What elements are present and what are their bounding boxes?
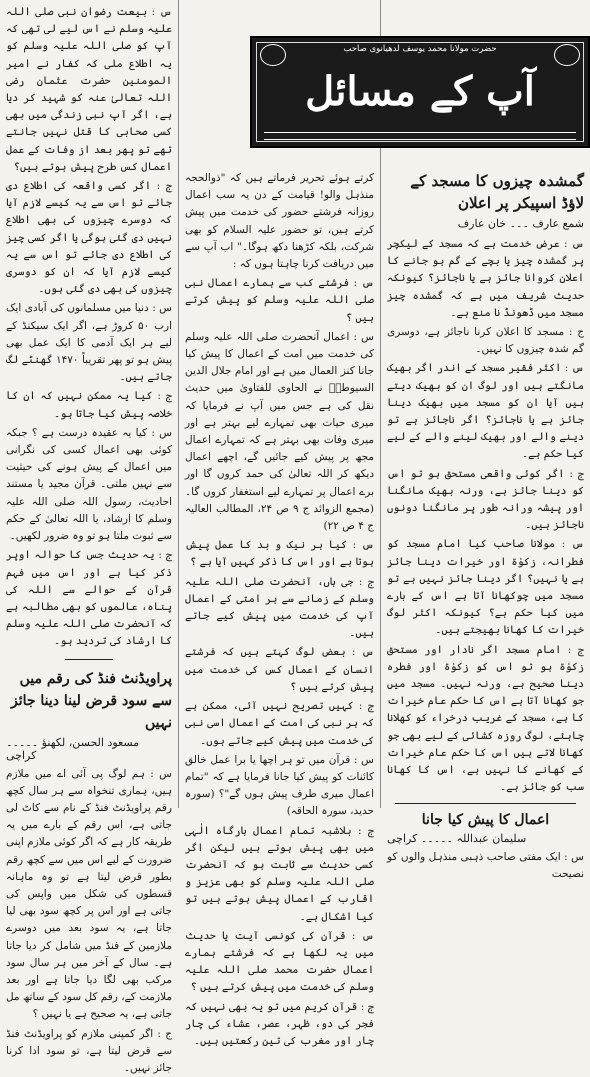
section-byline: سلیمان عبداللہ ۔۔۔۔۔ کراچی xyxy=(387,831,527,845)
qa-paragraph: ج : امام مسجد اگر نادار اور مستحق زکوٰۃ ہو تو اس کو زکوٰۃ اور فطرہ دینا صحیح ہے، ورنہ نہیں۔ مسجد میں جو کھانا آتا ہے اس کا حکم عام خیرات کا ہے، مسجد کے غریب درخراء کو کھلانا چاہئے، لوگ روزہ کشائی کے لیے بھی جو کھانا لاتے ہیں اس کا حکم عام خیرات کے کھانے کا نہیں ہے، اس کا کھانا سب کو جائز ہے۔ xyxy=(387,643,584,794)
section-divider xyxy=(65,659,113,660)
qa-paragraph: س : قرآن کی کونسی آیت یا حدیث میں یہ لکھا ہے کہ فرشتے ہمارے اعمال حضرت محمد صلی اللہ علیہ وسلم کی خدمت میں پیش کرتے ہیں ؟ xyxy=(185,929,374,994)
qa-paragraph: س : کیا یہ عقیدہ درست ہے ؟ جبکہ کوئی بھی اعمال کسی کی نگرانی میں اعمال کے پیش ہونے کی حیثیت سے نہیں ملتی۔ قرآن مجید یا مستند احادیث، رسول اللہ صلی اللہ علیہ وسلم کا ارشاد، یا اللہ تعالیٰ کے حکم سے ثبوت ملتا ہو تو وہ ضرور لکھیں۔ xyxy=(6,426,172,543)
qa-paragraph: س : دنیا میں مسلمانوں کی آبادی ایک ارب ۵۰ کروڑ ہے، اگر ایک سیکنڈ کے لیے ہر ایک آدمی کا ایک عمل بھی پیش ہو تو پھر تقریباً ۱۴۷۰ گھنٹے لگ جاتے ہیں۔ xyxy=(6,302,172,384)
qa-paragraph: س : فرشتے کب سے ہمارے اعمال نبی صلی اللہ علیہ وسلم کو پیش کرتے ہیں ؟ xyxy=(185,277,374,324)
qa-paragraph: ج : اگر کوئی واقعی مستحق ہو تو اس کو دینا جائز ہے، ورنہ بھیک مانگنا اور پیشہ ورانہ طور پر مانگنا دونوں ناجائز ہیں۔ xyxy=(387,467,584,532)
article-headline: گمشدہ چیزوں کا مسجد کے لاؤڈ اسپیکر پر اعلان xyxy=(410,172,584,212)
qa-paragraph: ج : بلاشبہ تمام اعمال بارگاہ الٰہی میں بھی پیش ہوتے ہیں لیکن اگر کسی حدیث سے ثابت ہو کہ آنحضرت صلی اللہ علیہ وسلم کو بھی عزیز و اقارب کے اعمال پیش ہوتے ہیں تو کیا اشکال ہے۔ xyxy=(185,824,374,923)
section-heading: پراویڈنٹ فنڈ کی رقم میں سے سود قرض لینا دینا جائز نہیں xyxy=(11,670,172,731)
masthead-subtitle: حضرت مولانا محمد یوسف لدھیانوی صاحب xyxy=(343,44,497,54)
qa-paragraph: س : عرض خدمت ہے کہ مسجد کے لیکچر پر گمشدہ چیز یا بچے کے گم ہو جانے کا اعلان کروانا جائز ہے یا ناجائز؟ کیونکہ حدیث شریف میں ہے کہ گمشدہ چیز مسجد میں ڈھونڈ نا منع ہے۔ xyxy=(387,238,584,319)
qa-paragraph: ج : جی ہاں، آنحضرت صلی اللہ علیہ وسلم کے زمانے سے ہر امتی کے اعمال آپ کی خدمت میں پیش کیے جاتے ہیں۔ xyxy=(185,575,374,640)
section-divider xyxy=(395,803,576,804)
qa-paragraph: س : ہم لوگ پی آئی اے میں ملازم ہیں، ہماری تنخواہ سے ہر سال کچھ رقم پراویڈنٹ فنڈ کے نام سے کاٹ لی جاتی ہے، اس رقم کے بارے میں یہ طریقہ کار ہے کہ اگر کوئی ملازم اپنی ضرورت کے لیے اس میں سے کچھ رقم بطور قرض لیتا ہے تو وہ ماہانہ قسطوں کی شکل میں واپس کی جاتی ہے اور اس پر کچھ سود بھی لیا جاتا ہے، یہ سود بعد میں دوسرے ملازمین کے فنڈ میں شامل کر دیا جاتا ہے۔ سال کے آخر میں ہر سال سود مرکب بھی لگا دیا جاتا ہے اور بعد ملازمت کے، رقم کل سود کے ساتھ مل جاتی ہے، یہ صحیح ہے یا نہیں ؟ xyxy=(5,767,172,1021)
middle-column xyxy=(178,0,380,1047)
qa-paragraph: ج : یہ حدیث جس کا حوالہ اوپر ذکر کیا ہے اور اس میں فہم قرآن کے حوالے سے اللہ کی پناہ، عالموں کو بھی مطالبہ ہے کہ آنحضرت صلی اللہ علیہ وسلم کا ارشاد کی تردید ہو۔ xyxy=(6,549,172,648)
section-heading: اعمال کا پیش کیا جانا xyxy=(421,811,550,828)
right-column xyxy=(380,0,590,880)
left-column xyxy=(0,0,178,1074)
qa-paragraph: کرتے ہوئے تحریر فرماتے ہیں کہ "ذوالحجہ منذہل والو! قیامت کے دن یہ سب اعمال روزانہ فرشتے حضور کی خدمت میں پیش کرتے ہیں، تو حضور علیہ السلام کو بھی شرکت، بلکہ کڑھنا دکھ ہوگا۔" اب آپ سے میں دریافت کرنا چاہتا ہوں کہ : xyxy=(185,172,374,271)
qa-paragraph: ج : کہیں تصریح نہیں آئی، ممکن ہے کہ ہر نبی کی امت کے اعمال اسی نبی کی خدمت میں پیش کیے جاتے ہوں۔ xyxy=(185,700,374,747)
qa-paragraph: س : اعمال آنحضرت صلی اللہ علیہ وسلم کی خدمت میں امت کے اعمال کا پیش کیا جانا کنز العمال میں ہے اور امام جلال الدین السیوطیؒ نے الحاوی للفتاویٰ میں حدیث نقل کی ہے جس میں آپ نے فرمایا کہ میری حیات بھی تمہارے لیے بہتر ہے اور میری وفات بھی بہتر ہے کہ تمہارے اعمال مجھ پر پیش کیے جائیں گے، اچھے اعمال دیکھ کر اللہ تعالیٰ کی حمد کروں گا اور برے اعمال پر تمہارے لیے استغفار کروں گا۔ (مجمع الزوائد ج ۹ ص ۲۴، المطالب العالیہ ج ۴ ص ۲۲) xyxy=(185,330,374,533)
qa-paragraph: ج : کیا یہ ممکن نہیں کہ ان کا خلاصہ پیش کیا جاتا ہو۔ xyxy=(6,390,172,420)
qa-paragraph: س : مولانا صاحب کیا امام مسجد کو فطرانہ، زکوٰۃ اور خیرات دینا جائز ہے یا نہیں؟ اگر دینا جائز نہیں ہے تو مسجد میں چوکھانا آتا ہے اس کے بارے میں کیا حکم ہے؟ کیونکہ اکثر لوگ خیرات کا کھانا بھیجتے ہیں۔ xyxy=(387,538,584,637)
qa-paragraph: س : اکثر فقیر مسجد کے اندر اگر بھیک مانگتے ہیں اور لوگ ان کو بھیک دیتے ہیں آیا ان کو مسجد میں بھیک دینا جائز ہے یا ناجائز؟ اگر ناجائز ہے تو دینے والے اور بھیک لینے والے کے لیے کیا حکم ہے۔ xyxy=(387,362,584,461)
qa-paragraph: س : بعض لوگ کہتے ہیں کہ فرشتے انسان کے اعمال کس کی خدمت میں پیش کرتے ہیں ؟ xyxy=(185,646,374,693)
qa-paragraph: س : کیا ہر نیک و بد کا عمل پیش ہوتا ہے اور اس کا ذکر کہیں آیا ہے ؟ xyxy=(185,539,374,569)
qa-paragraph: ج : قرآن کریم میں تو یہ بھی نہیں کہ فجر کی دو، ظہر، عصر، عشاء کی چار چار اور مغرب کی تین رکعتیں ہیں۔ xyxy=(185,1000,374,1047)
qa-paragraph: س : قرآن میں تو ہر اچھا یا برا عمل خالق کائنات کو پیش کیا جانا فرمایا ہے کہ "تمام اعمال میری طرف پیش ہوں گے"؟ (سورہ حدید، سورہ الحاقہ) xyxy=(185,753,374,818)
qa-paragraph: ج : مسجد کا اعلان کرنا ناجائز ہے، دوسری گم شدہ چیزوں کا نہیں۔ xyxy=(387,326,584,356)
article-byline: شمع عارف ۔۔۔ خان عارف xyxy=(457,217,584,230)
masthead-title: آپ کے مسائل xyxy=(305,68,535,115)
qa-paragraph: س : ایک مفتی صاحب ذہبی منذہل والوں کو نصیحت xyxy=(387,850,584,880)
qa-paragraph: ج : اگر کمپنی ملازم کو پراویڈنٹ فنڈ سے قرض لیتا ہے، تو سود ادا کرنا جائز نہیں۔ xyxy=(6,1027,172,1074)
qa-paragraph: س : بیعت رضوان نبی صلی اللہ علیہ وسلم نے اس لیے لی تھی کہ آپ کو صلی اللہ علیہ وسلم کو یہ اطلاع ملی کہ کفار نے امیر المومنین حضرت عثمان رضی اللہ تعالیٰ عنہ کو شہید کر دیا ہے، اگر آپ نبی زندگی میں بھی کسی صحابی کا قتل نہیں جانتے تھے تو پھر بعد از وفات کے عمل اعمال کس طرح پیش ہوتے ہیں؟ xyxy=(6,6,172,173)
section-byline: مسعود الحسن، لکھنؤ ۔۔۔۔۔ کراچی xyxy=(6,735,140,762)
qa-paragraph: ج : اگر کسی واقعہ کی اطلاع دی جائے تو اس سے یہ کیسے لازم آیا کہ دوسرے چیزوں کی بھی اطلاع نہیں دی گئی ہوگی یا اگر کسی چیز کی اطلاع دی جائے تو اس سے یہ کیسے لازم آیا کہ ان کو دوسری چیزوں کی بھی دی گئی ہوں۔ xyxy=(6,180,172,296)
